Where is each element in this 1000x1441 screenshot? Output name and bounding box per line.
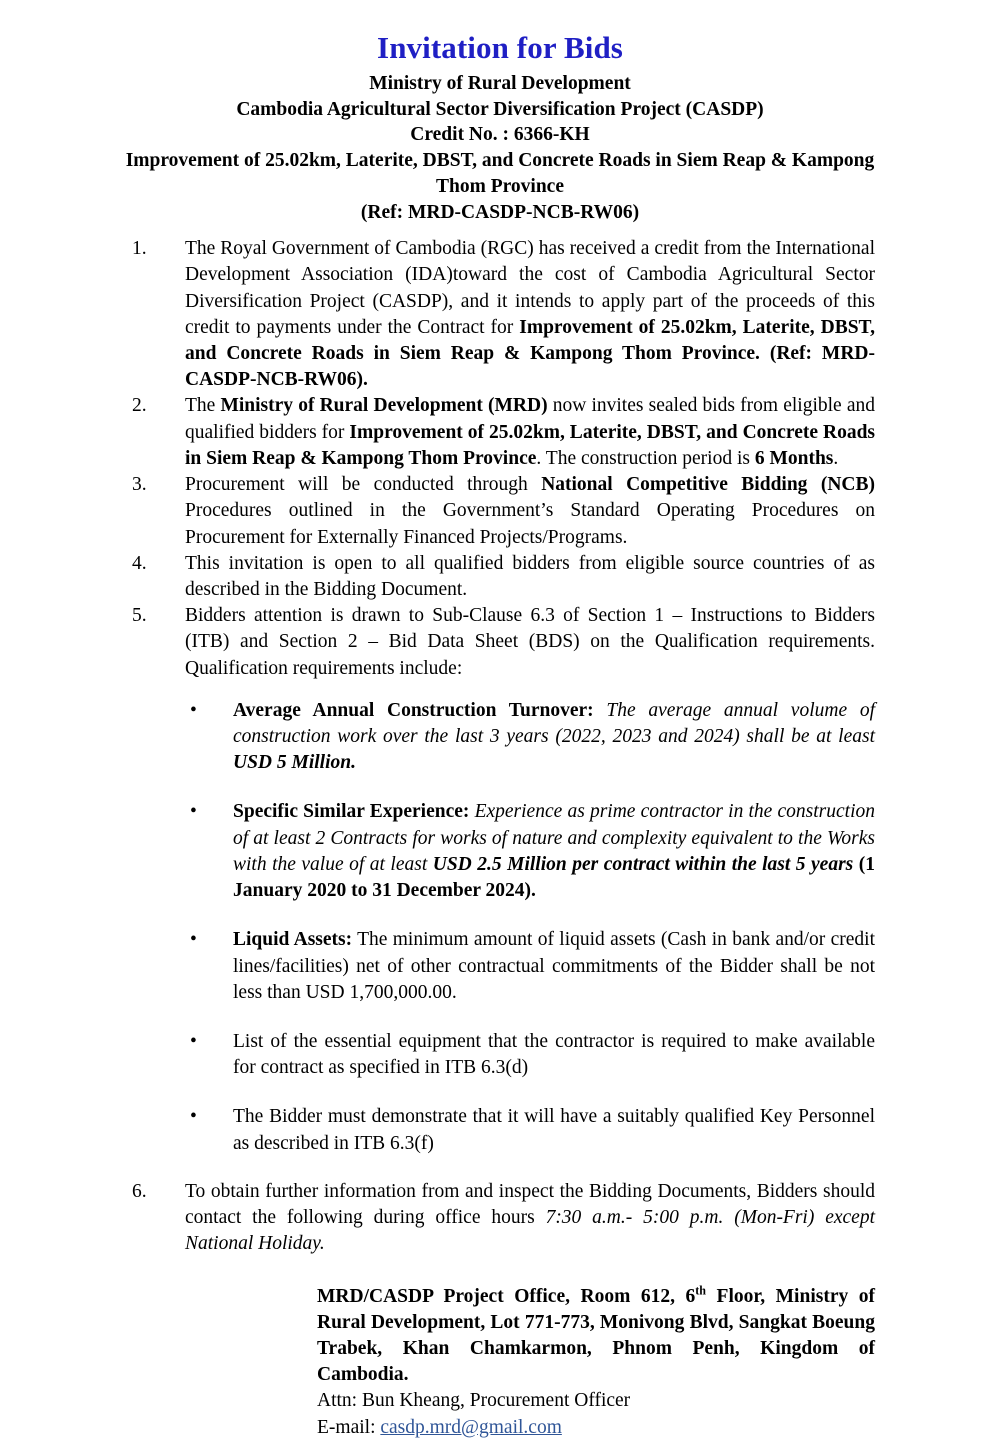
text-run: National Competitive Bidding (NCB): [541, 474, 875, 496]
text-run: List of the essential equipment that the contractor is required to make available for contract as specified in ITB 6.3(d): [233, 1031, 875, 1079]
header-ministry: Ministry of Rural Development: [369, 72, 631, 94]
header-project: Cambodia Agricultural Sector Diversification Project (CASDP): [236, 98, 764, 120]
document-header: [0, 0, 1000, 226]
text-run: .: [833, 447, 839, 469]
clause-number: 6.: [132, 1180, 147, 1202]
bullet-marker-icon: •: [190, 699, 197, 721]
bullet-text: [233, 799, 875, 904]
clause-number: 3.: [132, 474, 147, 496]
email-label: E-mail:: [317, 1416, 381, 1438]
text-run: . The construction period is: [536, 447, 755, 469]
bullet-text: [233, 927, 875, 1006]
numbered-clause-item: [132, 236, 875, 393]
header-reference: (Ref: MRD-CASDP-NCB-RW06): [360, 202, 640, 224]
page-title: Invitation for Bids: [377, 30, 623, 65]
text-run: Improvement of 25.02km, Laterite, DBST, and Concrete Roads in Siem Reap & Kampong Thom Province: [185, 421, 876, 469]
bullet-text: [233, 1104, 875, 1156]
bullet-text: [233, 698, 875, 777]
numbered-clause-item: [132, 603, 875, 682]
clause-number: 5.: [132, 605, 147, 627]
text-run: Liquid Assets:: [233, 929, 353, 951]
text-run: Procurement will be conducted through: [185, 474, 542, 496]
document-body: [0, 226, 1000, 1441]
qualification-bullet-item: [190, 698, 875, 777]
numbered-clause-item: [132, 472, 875, 551]
header-credit-no: Credit No. : 6366-KH: [410, 124, 590, 146]
qualification-bullet-item: [190, 799, 875, 904]
contact-email-row: [317, 1415, 875, 1441]
text-run: The average annual volume of construction work over the last 3 years (2022, 2023 and 2024) shall be at least: [233, 699, 875, 748]
text-run: USD 2.5 Million per contract within the last 5 years: [432, 853, 854, 875]
text-run: Improvement of 25.02km, Laterite, DBST, and Concrete Roads in Siem Reap & Kampong Thom Province. (Ref: MRD-CASDP-NCB-RW06).: [185, 316, 875, 391]
contact-address: [317, 1284, 875, 1389]
clause-text: [185, 1179, 875, 1258]
text-run: Average Annual Construction Turnover:: [233, 699, 594, 721]
bullet-marker-icon: •: [190, 1031, 197, 1053]
clause-text: [185, 472, 875, 551]
text-run: Ministry of Rural Development (MRD): [220, 395, 548, 417]
text-run: The minimum amount of liquid assets (Cash in bank and/or credit lines/facilities) net of other contractual commitments of the Bidder shall be not less than USD 1,700,000.00.: [233, 929, 875, 1003]
bullet-text: [233, 1029, 875, 1081]
qualification-bullet-item: [190, 927, 875, 1006]
qualification-bullet-item: [190, 1104, 875, 1156]
ordinal-superscript: th: [695, 1283, 707, 1298]
text-run: Bidders attention is drawn to Sub-Clause 6.3 of Section 1 – Instructions to Bidders (ITB) and Section 2 – Bid Data Sheet (BDS) on the Qualification requirements. Qualification requirements include:: [185, 605, 875, 679]
clause-text: [185, 551, 875, 603]
clause-number: 4.: [132, 552, 147, 574]
header-works-description: Improvement of 25.02km, Laterite, DBST, and Concrete Roads in Siem Reap & Kampong Thom Province: [125, 150, 875, 198]
text-run: now invites sealed bids from eligible and qualified bidders for: [185, 395, 875, 443]
qualification-bullet-item: [190, 1029, 875, 1081]
contact-block: [132, 1284, 875, 1441]
clause-text: [185, 236, 875, 393]
qualification-bullet-list: [132, 698, 875, 1157]
numbered-clause-item: [132, 393, 875, 472]
text-run: USD 5 Million.: [233, 752, 356, 774]
text-run: 7:30 a.m.- 5:00 p.m. (Mon-Fri) except National Holiday.: [185, 1207, 876, 1255]
clause-6-wrapper: [132, 1179, 875, 1258]
text-run: The: [185, 395, 221, 417]
text-run: 6 Months: [754, 447, 834, 469]
text-run: Specific Similar Experience:: [233, 801, 470, 823]
text-run: Procedures outlined in the Government’s Standard Operating Procedures on Procurement for Externally Financed Projects/Programs.: [185, 500, 875, 548]
bullet-marker-icon: •: [190, 1106, 197, 1128]
text-run: The Royal Government of Cambodia (RGC) has received a credit from the International Development Association (IDA)toward the cost of Cambodia Agricultural Sector Diversification Project (CASDP), and it intends to apply part of the proceeds of this credit to payments under the Contract for: [185, 238, 875, 338]
clause-text: [185, 603, 875, 682]
text-run: This invitation is open to all qualified bidders from eligible source countries of as described in the Bidding Document.: [185, 552, 875, 600]
contact-attention: Attn: Bun Kheang, Procurement Officer: [317, 1390, 631, 1412]
numbered-clause-list: [132, 236, 875, 682]
clause-number: 1.: [132, 238, 147, 260]
contact-address-part2: Floor, Ministry of Rural Development, Lot 771-773, Monivong Blvd, Sangkat Boeung Trabek, Khan Chamkarmon, Phnom Penh, Kingdom of Cambodia.: [317, 1285, 875, 1386]
numbered-clause-item: [132, 1179, 875, 1258]
text-run: Experience as prime contractor in the construction of at least 2 Contracts for works of nature and complexity equivalent to the Works with the value of at least: [233, 801, 875, 875]
bullet-marker-icon: •: [190, 801, 197, 823]
bullet-marker-icon: •: [190, 929, 197, 951]
numbered-clause-item: [132, 551, 875, 603]
text-run: To obtain further information from and inspect the Bidding Documents, Bidders should contact the following during office hours: [185, 1180, 875, 1229]
email-link[interactable]: casdp.mrd@gmail.com: [380, 1416, 562, 1438]
clause-text: [185, 393, 875, 472]
contact-address-part1: MRD/CASDP Project Office, Room 612, 6: [317, 1285, 696, 1307]
clause-number: 2.: [132, 395, 147, 417]
text-run: The Bidder must demonstrate that it will have a suitably qualified Key Personnel as described in ITB 6.3(f): [233, 1106, 875, 1154]
text-run: (1 January 2020 to 31 December 2024).: [233, 853, 875, 902]
